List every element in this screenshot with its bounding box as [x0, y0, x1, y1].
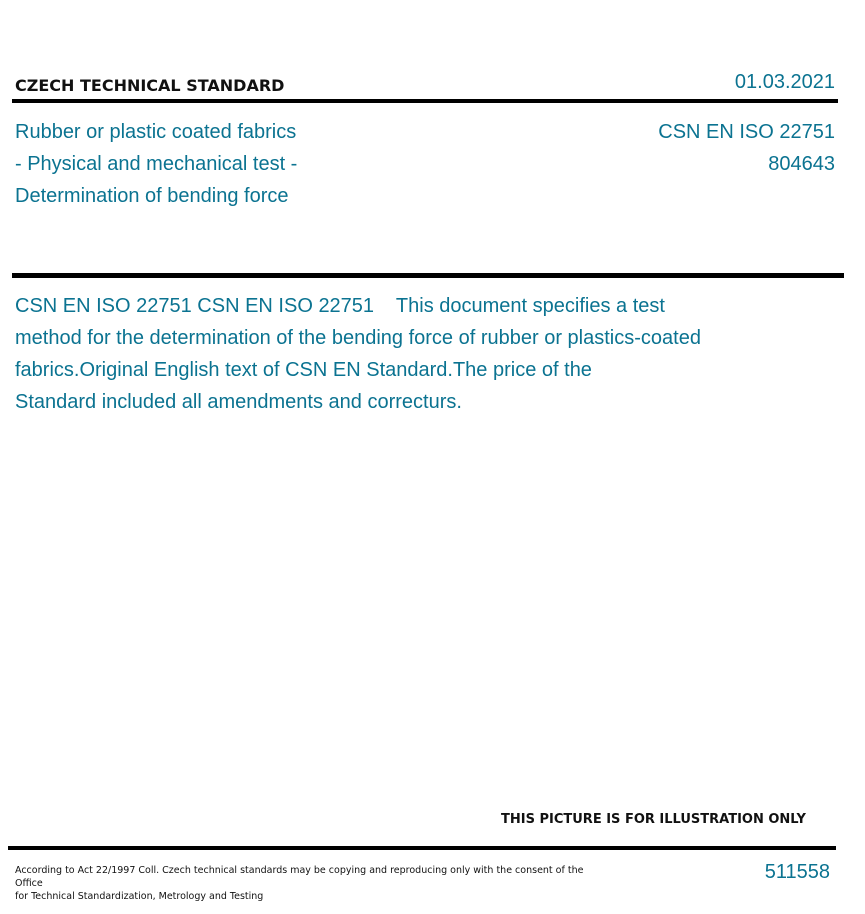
- standard-title-line: Rubber or plastic coated fabrics: [15, 121, 297, 143]
- footer-reference-number: 511558: [764, 861, 830, 883]
- legal-notice-line: According to Act 22/1997 Coll. Czech technical standards may be copying and reproducing only with the consent of the Office: [15, 865, 584, 889]
- standard-title-line: Determination of bending force: [15, 185, 289, 207]
- standard-identifiers: [475, 116, 835, 180]
- standard-designation: CSN EN ISO 22751: [658, 121, 835, 143]
- section-divider: [12, 273, 844, 278]
- description-line: method for the determination of the bending force of rubber or plastics-coated: [15, 327, 701, 349]
- description-line: CSN EN ISO 22751 CSN EN ISO 22751 This document specifies a test: [15, 295, 665, 317]
- header-divider: [12, 99, 838, 103]
- standard-title-line: - Physical and mechanical test -: [15, 153, 298, 175]
- description-line: Standard included all amendments and correcturs.: [15, 391, 462, 413]
- catalog-number: 804643: [768, 153, 835, 175]
- issue-date: 01.03.2021: [734, 71, 835, 93]
- description-line: fabrics.Original English text of CSN EN Standard.The price of the: [15, 359, 592, 381]
- legal-notice-line: for Technical Standardization, Metrology and Testing: [15, 891, 264, 902]
- footer-divider: [8, 846, 836, 850]
- legal-notice: [15, 864, 595, 903]
- illustration-disclaimer: THIS PICTURE IS FOR ILLUSTRATION ONLY: [501, 812, 806, 827]
- document-type-label: CZECH TECHNICAL STANDARD: [15, 76, 285, 95]
- standard-title: [15, 116, 435, 212]
- standard-description: [15, 290, 775, 418]
